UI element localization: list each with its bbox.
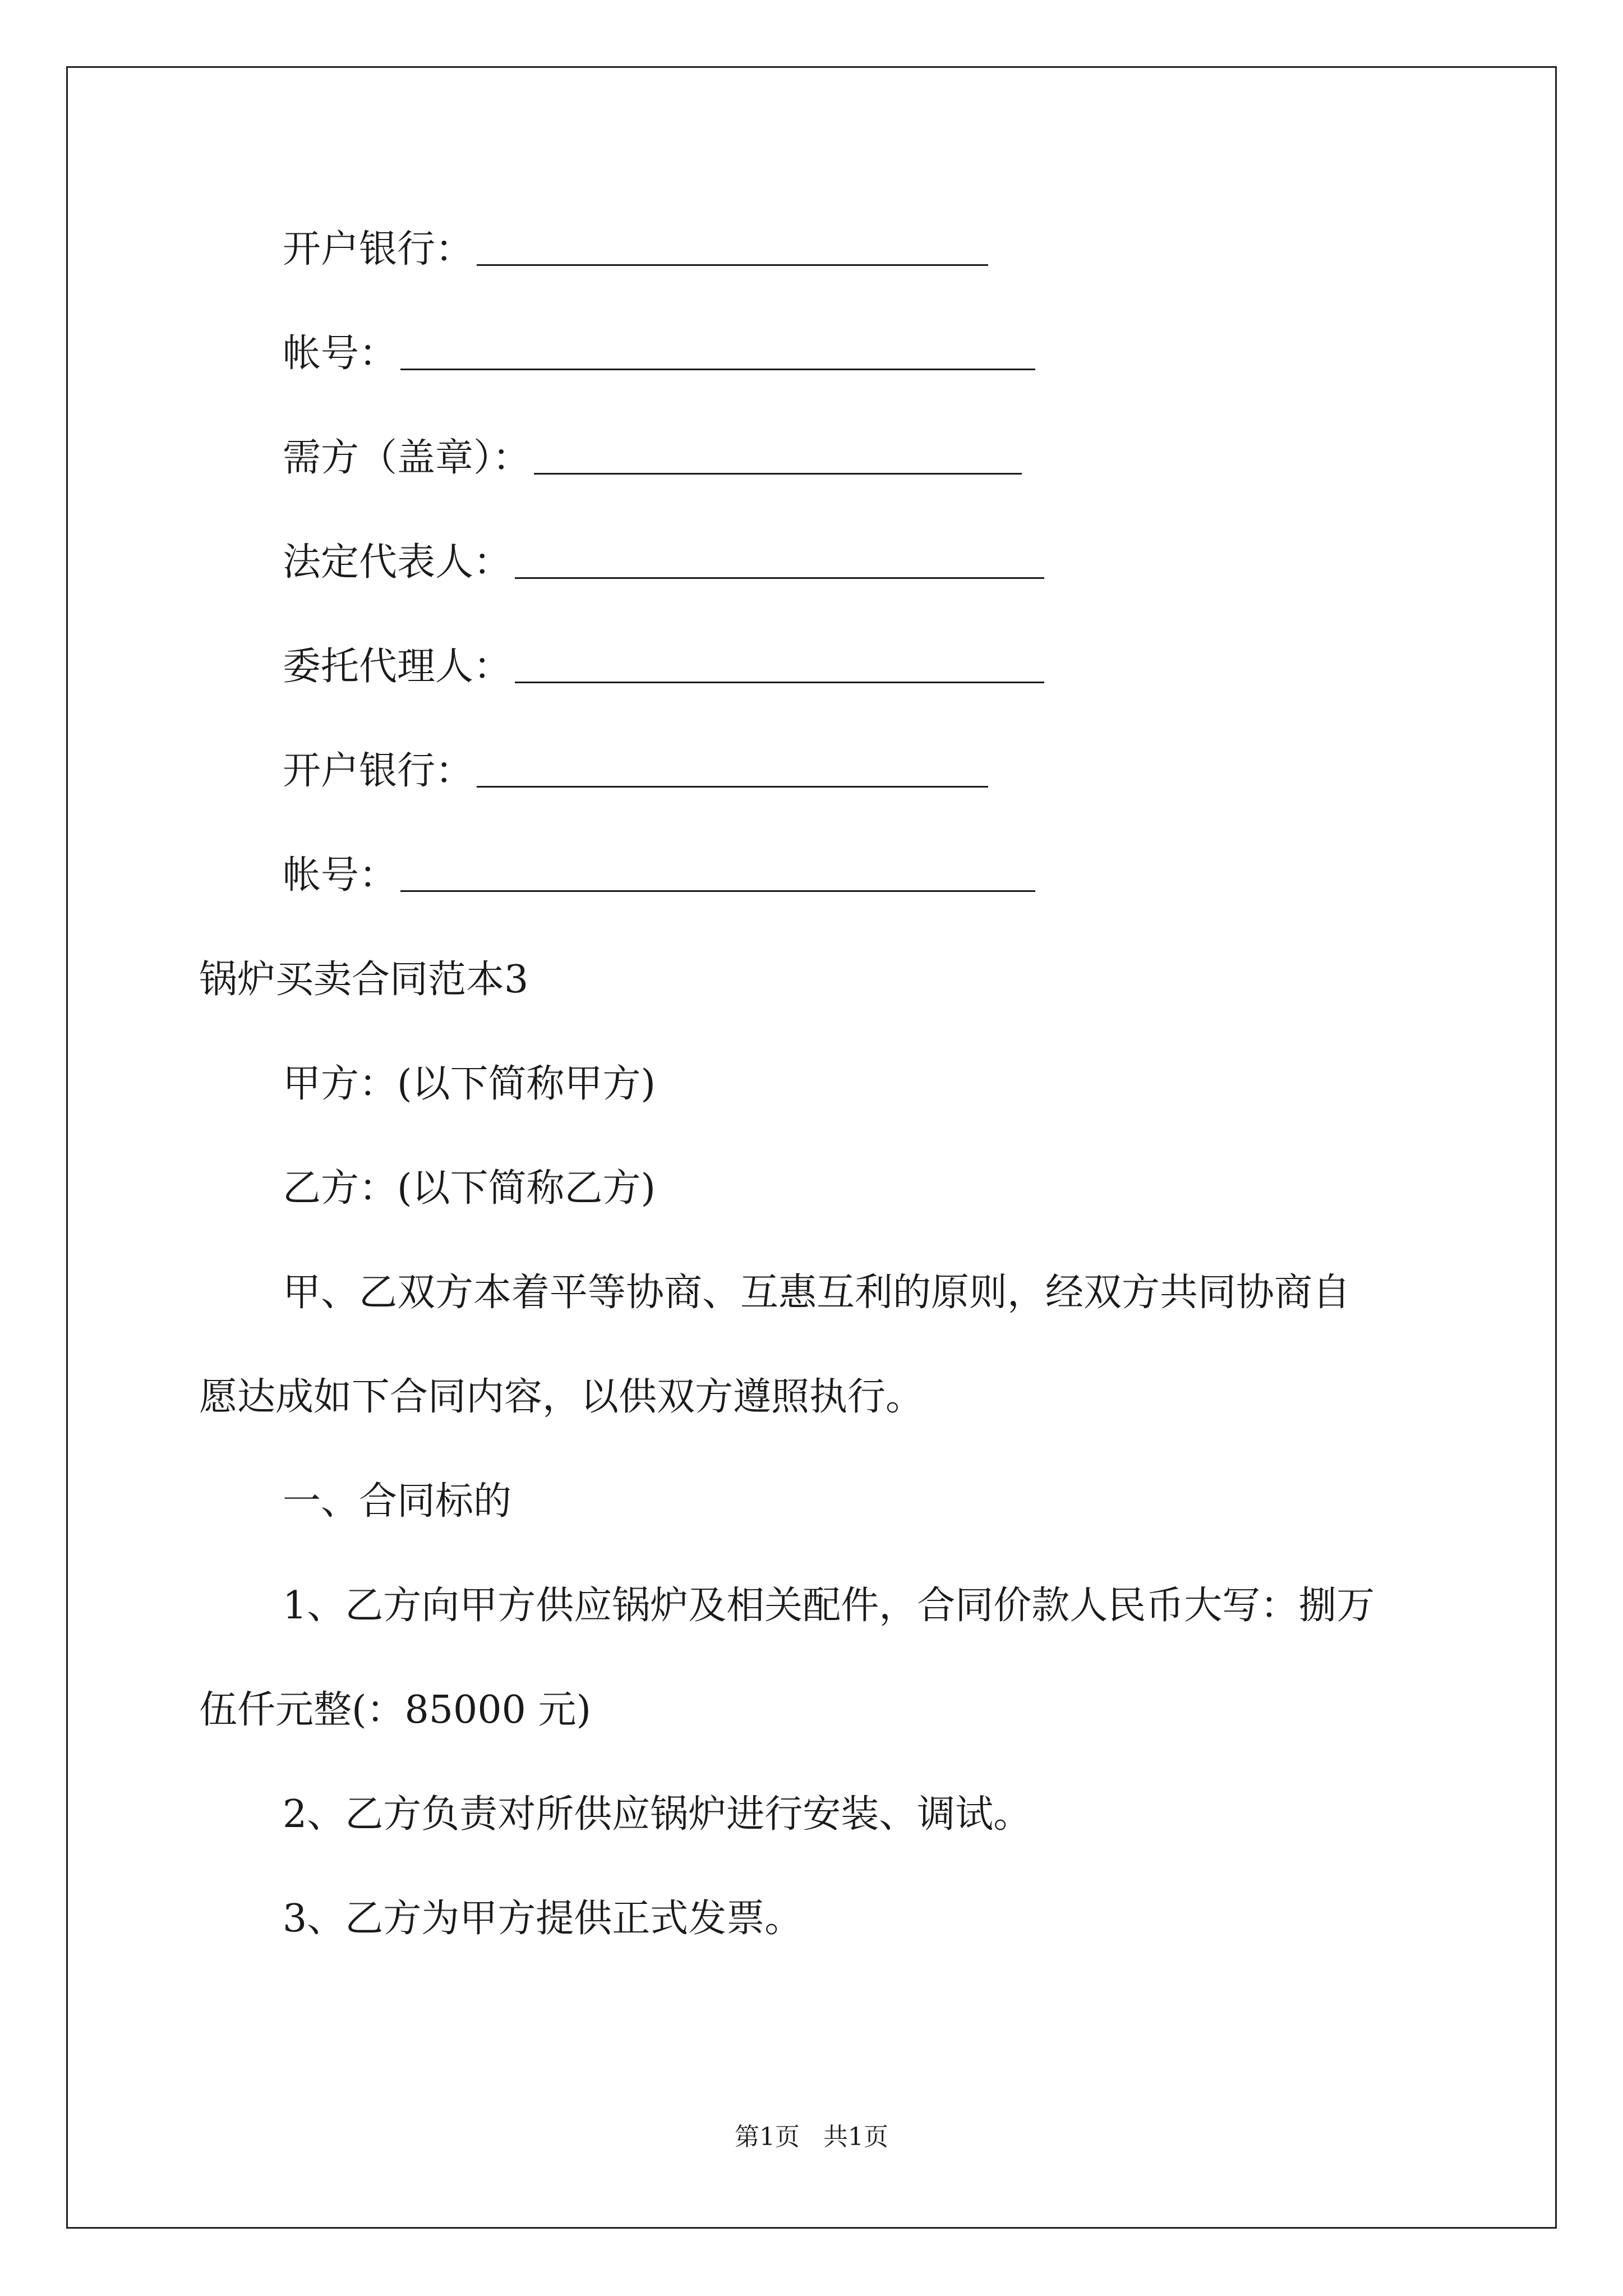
blank-underline[interactable]	[534, 468, 1022, 475]
blank-underline[interactable]	[400, 364, 1035, 370]
blank-underline[interactable]	[477, 781, 988, 788]
page-footer: 第1页 共1页	[735, 2123, 888, 2151]
section-title: 锅炉买卖合同范本3	[199, 958, 529, 1002]
field-label: 帐号：	[283, 853, 398, 898]
party-b-line: 乙方：(以下简称乙方)	[283, 1166, 656, 1211]
clause-1-line-1: 1、乙方向甲方供应锅炉及相关配件，合同价款人民币大写：捌万	[283, 1584, 1375, 1628]
intro-paragraph-line-1: 甲、乙双方本着平等协商、互惠互利的原则，经双方共同协商自	[283, 1271, 1351, 1315]
field-label: 开户银行：	[283, 227, 474, 272]
form-field-account-2	[283, 850, 1035, 901]
form-field-agent	[283, 642, 1044, 692]
field-label: 开户银行：	[283, 749, 474, 793]
blank-underline[interactable]	[515, 573, 1044, 579]
form-field-bank-2	[283, 746, 988, 797]
clause-3: 3、乙方为甲方提供正式发票。	[283, 1897, 803, 1941]
party-a-line: 甲方：(以下简称甲方)	[283, 1062, 656, 1106]
blank-underline[interactable]	[515, 677, 1044, 683]
clause-heading: 一、合同标的	[283, 1479, 512, 1524]
blank-underline[interactable]	[400, 886, 1035, 892]
field-label: 法定代表人：	[283, 540, 512, 585]
field-label: 委托代理人：	[283, 645, 512, 689]
form-field-legal-rep	[283, 537, 1044, 588]
field-label: 需方（盖章）：	[283, 436, 531, 480]
form-field-account	[283, 329, 1035, 379]
intro-paragraph-line-2: 愿达成如下合同内容，以供双方遵照执行。	[199, 1375, 924, 1419]
field-label: 帐号：	[283, 332, 398, 376]
form-field-buyer-seal	[283, 433, 1022, 484]
clause-2: 2、乙方负责对所供应锅炉进行安装、调试。	[283, 1792, 1032, 1837]
form-field-bank	[283, 224, 988, 275]
blank-underline[interactable]	[477, 260, 988, 266]
clause-1-line-2: 伍仟元整(：85000 元)	[199, 1688, 591, 1732]
